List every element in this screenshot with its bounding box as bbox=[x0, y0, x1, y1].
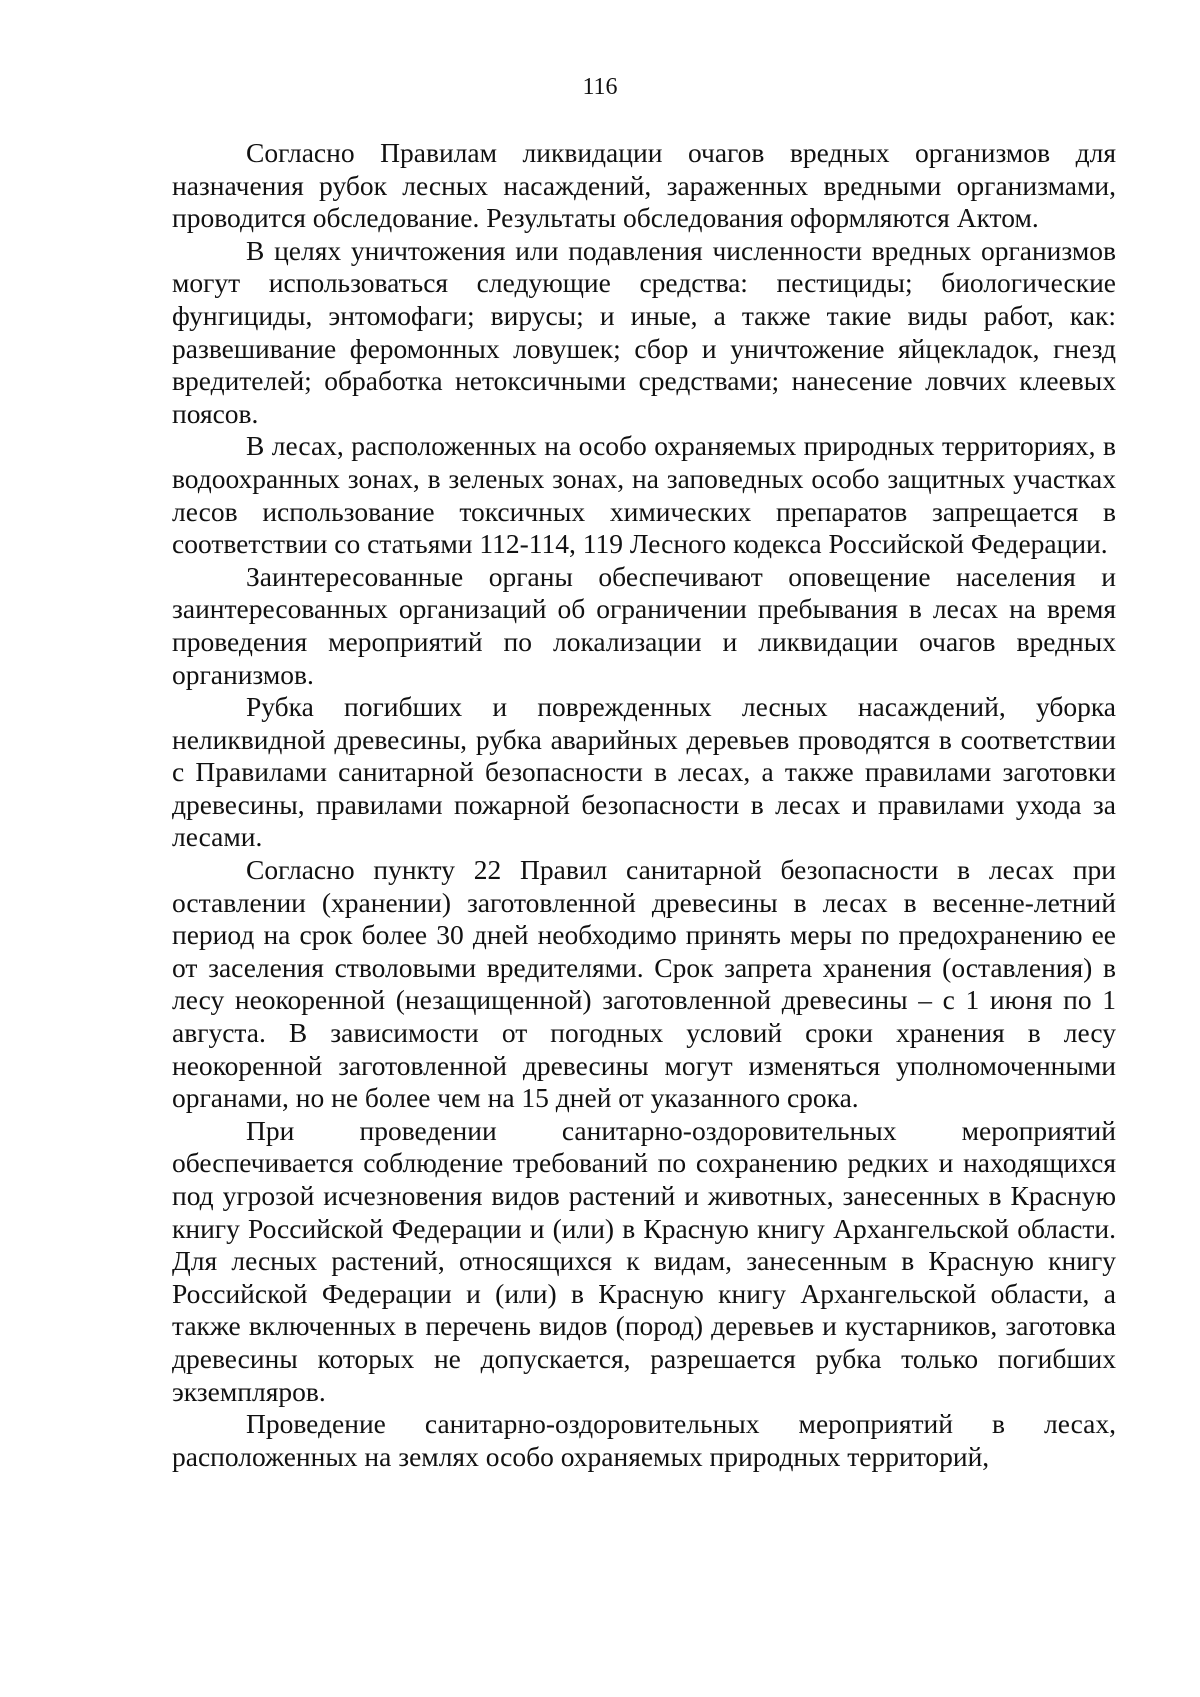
paragraph-toxic-ban: В лесах, расположенных на особо охраняемых природных территориях, в водоохранных зонах, в зеленых зонах, на заповедных особо защитных участках лесов использование токсичных химических препаратов запрещается в соответствии со статьями 112-114, 119 Лесного кодекса Российской Федерации. bbox=[172, 430, 1116, 560]
page-number: 116 bbox=[582, 74, 618, 100]
paragraph-red-book: При проведении санитарно-оздоровительных мероприятий обеспечивается соблюдение требований по сохранению редких и находящихся под угрозой исчезновения видов растений и животных, занесенных в Красную книгу Российской Федерации и (или) в Красную книгу Архангельской области. Для лесных растений, относящихся к видам, занесенным в Красную книгу Российской Федерации и (или) в Красную книгу Архангельской области, а также включенных в перечень видов (пород) деревьев и кустарников, заготовка древесины которых не допускается, разрешается рубка только погибших экземпляров. bbox=[172, 1114, 1116, 1407]
paragraph-control-means: В целях уничтожения или подавления численности вредных организмов могут использоваться следующие средства: пестициды; биологические фунгициды, энтомофаги; вирусы; и иные, а также такие виды работ, как: развешивание феромонных ловушек; сбор и уничтожение яйцекладок, гнезд вредителей; обработка нетоксичными средствами; нанесение ловчих клеевых поясов. bbox=[172, 234, 1116, 429]
document-body bbox=[172, 137, 1116, 1473]
paragraph-public-notice: Заинтересованные органы обеспечивают оповещение населения и заинтересованных организаций об ограничении пребывания в лесах на время проведения мероприятий по локализации и ликвидации очагов вредных организмов. bbox=[172, 560, 1116, 690]
paragraph-timber-storage: Согласно пункту 22 Правил санитарной безопасности в лесах при оставлении (хранении) заготовленной древесины в лесах в весенне-летний период на срок более 30 дней необходимо принять меры по предохранению ее от заселения стволовыми вредителями. Срок запрета хранения (оставления) в лесу неокоренной (незащищенной) заготовленной древесины – с 1 июня по 1 августа. В зависимости от погодных условий сроки хранения в лесу неокоренной заготовленной древесины могут изменяться уполномоченными органами, но не более чем на 15 дней от указанного срока. bbox=[172, 854, 1116, 1114]
paragraph-pest-survey: Согласно Правилам ликвидации очагов вредных организмов для назначения рубок лесных насаждений, зараженных вредными организмами, проводится обследование. Результаты обследования оформляются Актом. bbox=[172, 137, 1116, 234]
paragraph-felling-rules: Рубка погибших и поврежденных лесных насаждений, уборка неликвидной древесины, рубка аварийных деревьев проводятся в соответствии с Правилами санитарной безопасности в лесах, а также правилами заготовки древесины, правилами пожарной безопасности в лесах и правилами ухода за лесами. bbox=[172, 691, 1116, 853]
paragraph-protected-areas: Проведение санитарно-оздоровительных мероприятий в лесах, расположенных на землях особо охраняемых природных территорий, bbox=[172, 1408, 1116, 1472]
